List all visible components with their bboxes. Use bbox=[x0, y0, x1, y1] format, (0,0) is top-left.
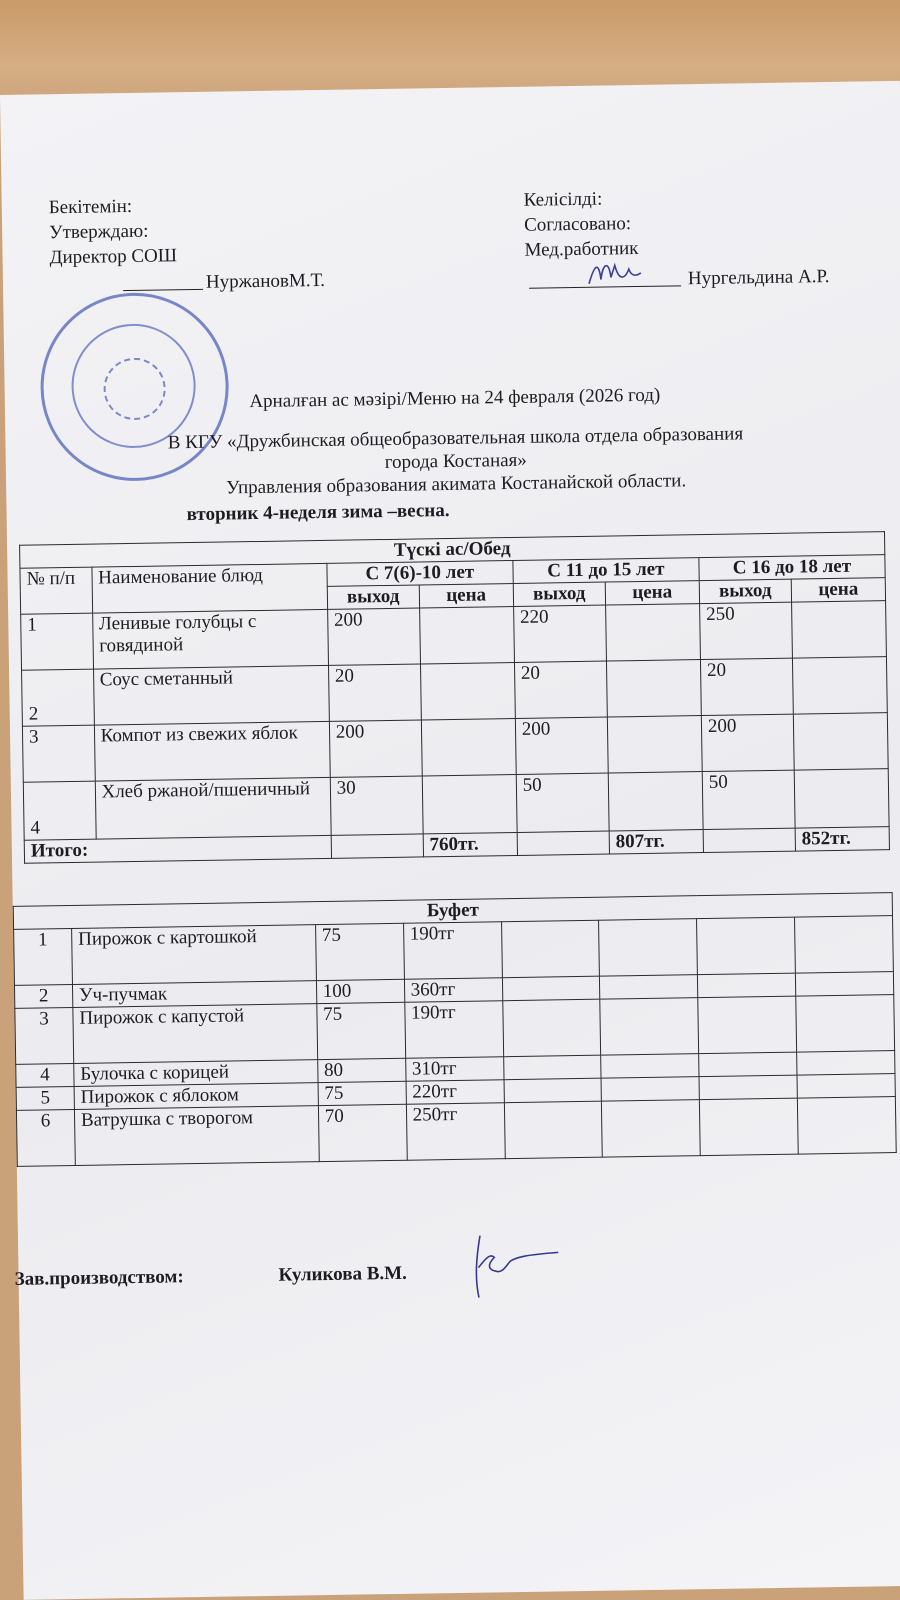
row-num: 3 bbox=[15, 1007, 74, 1064]
out-value: 20 bbox=[514, 661, 607, 718]
total-price-1: 760тг. bbox=[423, 832, 517, 856]
col-price-header: цена bbox=[605, 581, 699, 605]
row-num: 6 bbox=[16, 1109, 75, 1166]
production-head-name: Куликова В.М. bbox=[278, 1262, 408, 1286]
row-num: 5 bbox=[16, 1086, 74, 1110]
dish-name: Соус сметанный bbox=[93, 665, 329, 725]
out-value: 75 bbox=[316, 1002, 405, 1059]
row-num: 3 bbox=[22, 725, 94, 782]
item-name: Ватрушка с творогом bbox=[74, 1106, 319, 1166]
price-value: 360тг bbox=[404, 978, 502, 1003]
approve-kz-label: Бекітемін: bbox=[48, 195, 133, 219]
agreed-ru-label: Согласовано: bbox=[523, 213, 632, 236]
col-price-header: цена bbox=[419, 584, 513, 608]
out-value: 20 bbox=[700, 658, 793, 715]
row-num: 2 bbox=[14, 984, 72, 1008]
buffet-table bbox=[13, 892, 897, 1167]
dish-name: Компот из свежих яблок bbox=[94, 721, 330, 781]
out-value: 75 bbox=[318, 1081, 406, 1105]
item-name: Пирожок с яблоком bbox=[74, 1083, 318, 1110]
out-value: 200 bbox=[329, 720, 422, 777]
week-label: вторник 4-неделя зима –весна. bbox=[186, 499, 450, 526]
out-value: 200 bbox=[515, 717, 608, 774]
col-out-header: выход bbox=[327, 585, 419, 609]
menu-document-page bbox=[0, 81, 900, 1600]
school-name-line1: В КГУ «Дружбинская общеобразовательная школа отдела образования bbox=[167, 423, 744, 454]
price-value: 310тг bbox=[405, 1057, 503, 1082]
out-value: 200 bbox=[701, 714, 794, 771]
age-group-2-header: С 11 до 15 лет bbox=[513, 558, 699, 584]
out-value: 75 bbox=[315, 923, 404, 980]
price-value: 220тг bbox=[406, 1080, 504, 1105]
item-name: Булочка с корицей bbox=[74, 1060, 318, 1087]
age-group-3-header: С 16 до 18 лет bbox=[699, 555, 885, 581]
row-num: 4 bbox=[23, 781, 95, 840]
dish-name: Хлеб ржаной/пшеничный bbox=[95, 777, 331, 839]
col-num-header: № п/п bbox=[20, 567, 92, 614]
total-price-3: 852тг. bbox=[795, 827, 889, 851]
total-price-2: 807тг. bbox=[609, 830, 703, 854]
row-num: 1 bbox=[14, 928, 73, 985]
buffet-section-title: Буфет bbox=[13, 893, 892, 930]
lunch-table bbox=[19, 531, 890, 864]
director-title: Директор СОШ bbox=[49, 245, 178, 269]
out-value: 100 bbox=[316, 979, 404, 1003]
dish-name: Ленивые голубцы с говядиной bbox=[92, 609, 328, 669]
row-num: 2 bbox=[22, 669, 94, 726]
agreed-kz-label: Келісілді: bbox=[523, 188, 603, 211]
price-value: 190тг bbox=[404, 1001, 503, 1059]
out-value: 220 bbox=[513, 605, 606, 662]
production-head-signature-icon bbox=[466, 1226, 567, 1308]
item-name: Пирожок с капустой bbox=[73, 1004, 318, 1064]
out-value: 70 bbox=[318, 1104, 407, 1161]
out-value: 20 bbox=[328, 664, 421, 721]
out-value: 80 bbox=[317, 1058, 405, 1082]
price-value: 250тг bbox=[406, 1103, 505, 1161]
item-name: Пирожок с картошкой bbox=[72, 925, 317, 985]
col-price-header: цена bbox=[791, 578, 885, 602]
col-out-header: выход bbox=[513, 582, 605, 606]
row-num: 4 bbox=[16, 1063, 74, 1087]
school-name-line2: города Костаная» bbox=[384, 449, 527, 474]
department-name: Управления образования акимата Костанайской области. bbox=[226, 470, 687, 499]
menu-title: Арналған ас мәзірі/Меню на 24 февраля (2026 год) bbox=[249, 384, 661, 413]
director-name: НуржановМ.Т. bbox=[205, 269, 326, 293]
price-value: 190тг bbox=[403, 922, 502, 980]
nurse-name: Нургельдина А.Р. bbox=[687, 265, 830, 290]
out-value: 200 bbox=[327, 608, 420, 665]
out-value: 250 bbox=[699, 602, 792, 659]
out-value: 30 bbox=[330, 776, 423, 835]
col-name-header: Наименование блюд bbox=[91, 563, 327, 613]
director-signature-line bbox=[123, 289, 203, 291]
nurse-title: Мед.работник bbox=[524, 237, 639, 261]
row-num: 1 bbox=[21, 613, 93, 670]
approve-ru-label: Утверждаю: bbox=[49, 220, 149, 244]
production-head-label: Зав.производством: bbox=[14, 1266, 184, 1290]
col-out-header: выход bbox=[699, 579, 791, 603]
out-value: 50 bbox=[516, 773, 609, 832]
lunch-section-title: Түскі ас/Обед bbox=[20, 532, 885, 569]
age-group-1-header: С 7(6)-10 лет bbox=[327, 561, 513, 587]
nurse-signature-icon bbox=[585, 255, 646, 292]
total-label: Итого: bbox=[24, 835, 331, 863]
item-name: Уч-пучмак bbox=[72, 981, 316, 1008]
out-value: 50 bbox=[702, 770, 795, 829]
